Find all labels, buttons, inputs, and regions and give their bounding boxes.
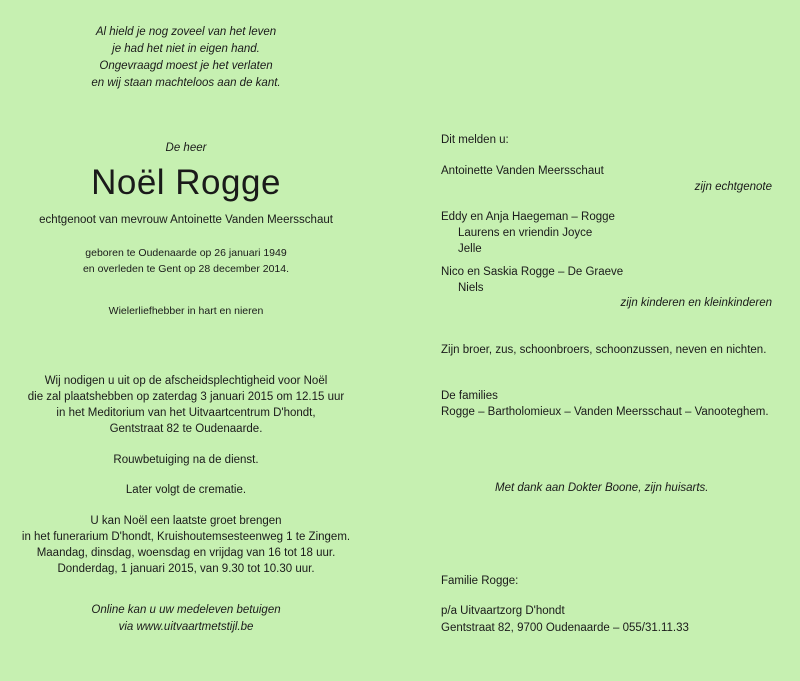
crematie-line: Later volgt de crematie.	[125, 484, 247, 496]
siblings-line: Zijn broer, zus, schoonbroers, schoonzussen, neven en nichten.	[441, 344, 767, 356]
spouse-role: zijn echtgenote	[694, 181, 772, 193]
child1-sub1: Laurens en vriendin Joyce	[458, 227, 593, 239]
poem-line-2: je had het niet in eigen hand.	[112, 43, 260, 55]
poem-line-4: en wij staan machteloos aan de kant.	[91, 77, 281, 89]
spouse-line: echtgenoot van mevrouw Antoinette Vanden Meersschaut	[39, 214, 333, 226]
child1-sub2: Jelle	[458, 243, 482, 255]
families-line: Rogge – Bartholomieux – Vanden Meersschaut – Vanooteghem.	[441, 406, 769, 418]
spouse-name: Antoinette Vanden Meersschaut	[441, 165, 604, 177]
greet-line-2: in het funerarium D'hondt, Kruishoutemsesteenweg 1 te Zingem.	[21, 531, 351, 543]
poem-line-1: Al hield je nog zoveel van het leven	[95, 26, 277, 38]
children-role: zijn kinderen en kleinkinderen	[620, 297, 772, 309]
invite-line-3: in het Meditorium van het Uitvaartcentrum D'hondt,	[56, 407, 316, 419]
invite-line-4: Gentstraat 82 te Oudenaarde.	[109, 423, 263, 435]
deceased-name: Noël Rogge	[91, 163, 281, 202]
families-label: De families	[441, 390, 498, 402]
thanks-line: Met dank aan Dokter Boone, zijn huisarts.	[495, 482, 709, 494]
family-signature: Familie Rogge:	[441, 575, 519, 587]
child2-line: Nico en Saskia Rogge – De Graeve	[441, 266, 624, 278]
greet-line-4: Donderdag, 1 januari 2015, van 9.30 tot 10.30 uur.	[57, 563, 315, 575]
poem-line-3: Ongevraagd moest je het verlaten	[99, 60, 273, 72]
greet-line-1: U kan Noël een laatste groet brengen	[90, 515, 282, 527]
born-line: geboren te Oudenaarde op 26 januari 1949	[85, 247, 287, 259]
child2-sub1: Niels	[458, 282, 484, 294]
intro-line: Dit melden u:	[441, 134, 509, 146]
greet-line-3: Maandag, dinsdag, woensdag en vrijdag van 16 tot 18 uur.	[36, 547, 336, 559]
title-de-heer: De heer	[165, 142, 207, 154]
child1-line: Eddy en Anja Haegeman – Rogge	[441, 211, 615, 223]
rouwbetuiging-line: Rouwbetuiging na de dienst.	[113, 454, 259, 466]
address-line-2: Gentstraat 82, 9700 Oudenaarde – 055/31.11.33	[441, 622, 689, 634]
died-line: en overleden te Gent op 28 december 2014.	[82, 263, 290, 275]
invite-line-1: Wij nodigen u uit op de afscheidsplechtigheid voor Noël	[44, 375, 328, 387]
invite-line-2: die zal plaatshebben op zaterdag 3 januari 2015 om 12.15 uur	[27, 391, 345, 403]
website-link[interactable]: via www.uitvaartmetstijl.be	[118, 621, 254, 633]
online-line: Online kan u uw medeleven betuigen	[91, 604, 281, 616]
hobby-line: Wielerliefhebber in hart en nieren	[108, 305, 264, 317]
address-line-1: p/a Uitvaartzorg D'hondt	[441, 605, 565, 617]
